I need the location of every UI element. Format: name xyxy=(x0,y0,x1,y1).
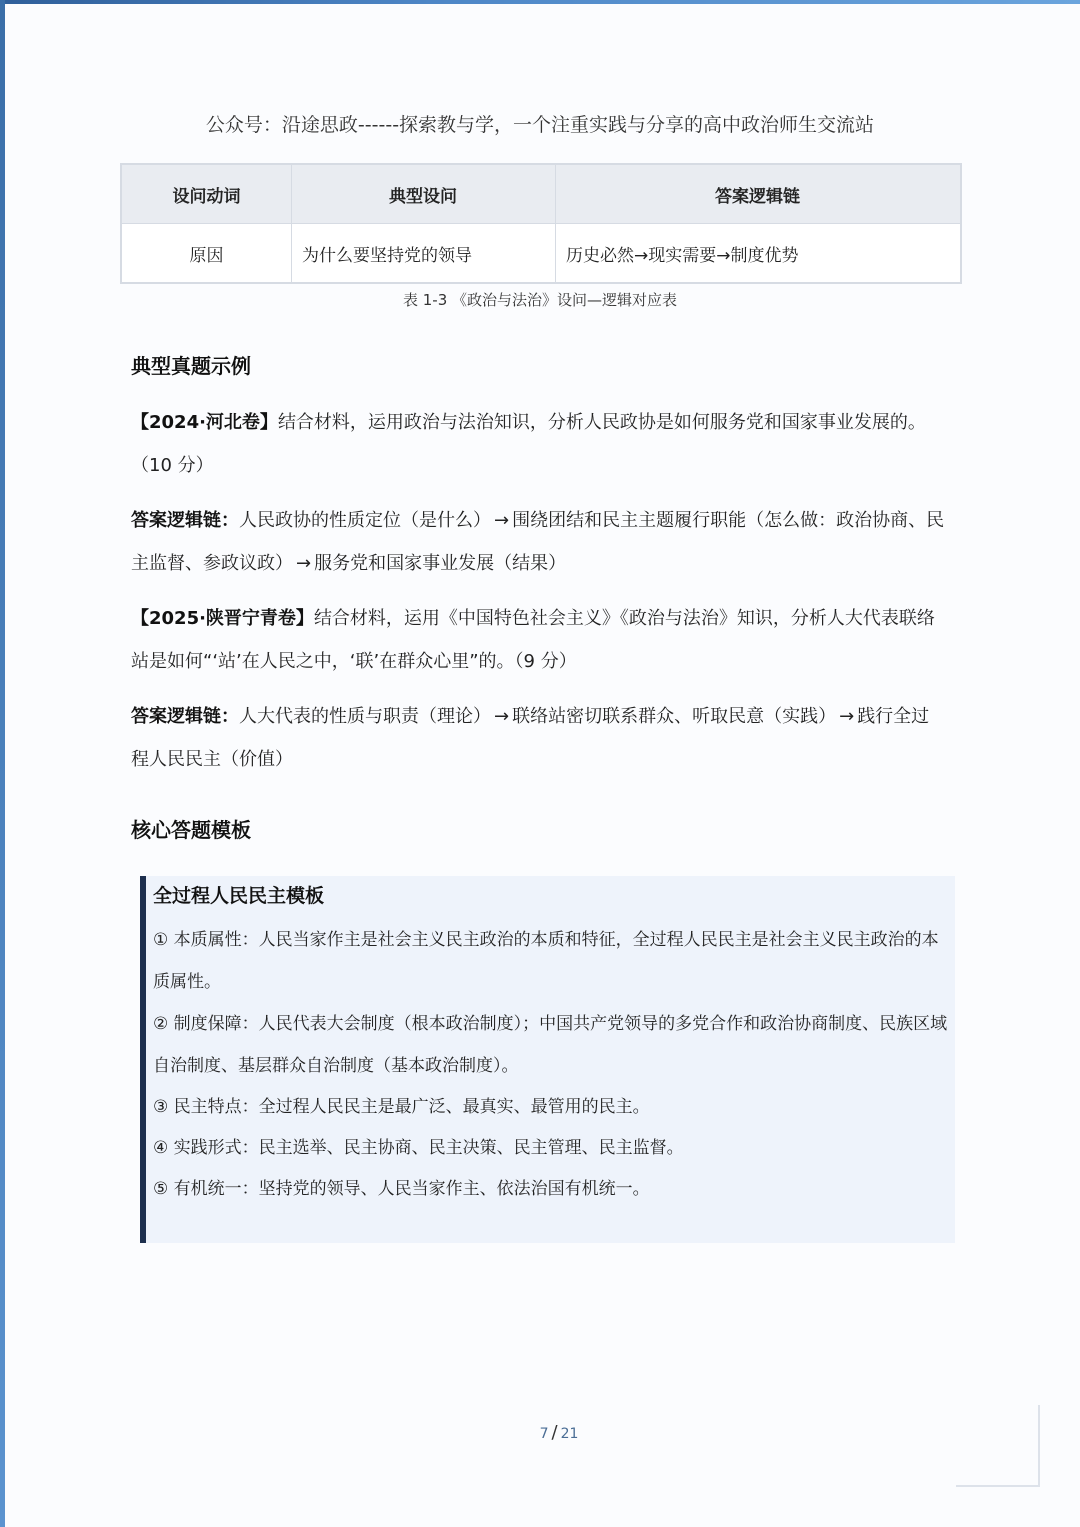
chain-step: 围绕团结和民主主题履行职能（怎么做：政治协商、民主监督、参政议政） xyxy=(131,510,945,574)
chain-step: 联络站密切联系群众、听取民意（实践） xyxy=(512,706,837,727)
logic-table xyxy=(120,163,962,284)
question-text: 结合材料，运用《中国特色社会主义》《政治与法治》知识，分析人大代表联络站是如何“‘站’在人民之中，‘联’在群众心里”的。（9 分） xyxy=(131,608,935,672)
arrow-icon: → xyxy=(494,706,510,727)
table-header-cell: 答案逻辑链 xyxy=(556,164,962,224)
table-row xyxy=(121,224,961,284)
section-title-examples: 典型真题示例 xyxy=(131,354,251,378)
chain-step: 人民政协的性质定位（是什么） xyxy=(239,510,491,531)
answer-label: 答案逻辑链： xyxy=(131,706,239,727)
table-header-cell: 设问动词 xyxy=(121,164,292,224)
question-tag: 【2025·陕晋宁青卷】 xyxy=(131,608,314,629)
chain-step: 人大代表的性质与职责（理论） xyxy=(239,706,491,727)
page-separator: / xyxy=(551,1422,558,1443)
left-accent-line xyxy=(0,0,5,1527)
template-box xyxy=(140,876,955,1243)
page-header: 公众号：沿途思政------探索教与学，一个注重实践与分享的高中政治师生交流站 xyxy=(205,114,875,136)
corner-crop-mark xyxy=(956,1405,1040,1487)
section-title-templates: 核心答题模板 xyxy=(131,818,251,842)
template-item: ① 本质属性：人民当家作主是社会主义民主政治的本质和特征，全过程人民民主是社会主义民主政治的本质属性。 xyxy=(153,930,939,992)
current-page: 7 xyxy=(539,1426,549,1442)
template-item: ⑤ 有机统一：坚持党的领导、人民当家作主、依法治国有机统一。 xyxy=(153,1179,650,1199)
table-caption: 表 1-3 《政治与法治》设问—逻辑对应表 xyxy=(402,291,678,309)
question-2024-hebei xyxy=(131,401,946,487)
page-number xyxy=(0,1422,1080,1443)
chain-step: 践行全过程人民民主（价值） xyxy=(131,706,930,770)
table-header-row xyxy=(121,164,961,224)
template-item: ② 制度保障：人民代表大会制度（根本政治制度）；中国共产党领导的多党合作和政治协商制度、民族区域自治制度、基层群众自治制度（基本政治制度）。 xyxy=(153,1014,948,1076)
answer-chain-2 xyxy=(131,695,946,781)
question-text: 结合材料，运用政治与法治知识，分析人民政协是如何服务党和国家事业发展的。（10 分） xyxy=(131,412,926,476)
chain-step: 服务党和国家事业发展（结果） xyxy=(314,553,567,574)
total-pages: 21 xyxy=(560,1426,579,1442)
table-cell: 为什么要坚持党的领导 xyxy=(292,224,556,284)
table-cell: 历史必然→现实需要→制度优势 xyxy=(556,224,962,284)
table-header-cell: 典型设问 xyxy=(292,164,556,224)
question-tag: 【2024·河北卷】 xyxy=(131,412,278,433)
template-item: ③ 民主特点：全过程人民民主是最广泛、最真实、最管用的民主。 xyxy=(153,1097,650,1117)
arrow-icon: → xyxy=(839,706,855,727)
template-title: 全过程人民民主模板 xyxy=(153,885,325,907)
table-cell: 原因 xyxy=(121,224,292,284)
answer-chain-1 xyxy=(131,499,946,585)
arrow-icon: → xyxy=(494,510,510,531)
template-items xyxy=(153,919,949,1210)
answer-label: 答案逻辑链： xyxy=(131,510,239,531)
question-2025-shaanjinningqing xyxy=(131,597,946,683)
arrow-icon: → xyxy=(296,553,312,574)
template-item: ④ 实践形式：民主选举、民主协商、民主决策、民主管理、民主监督。 xyxy=(153,1138,684,1158)
top-accent-line xyxy=(0,0,1080,4)
